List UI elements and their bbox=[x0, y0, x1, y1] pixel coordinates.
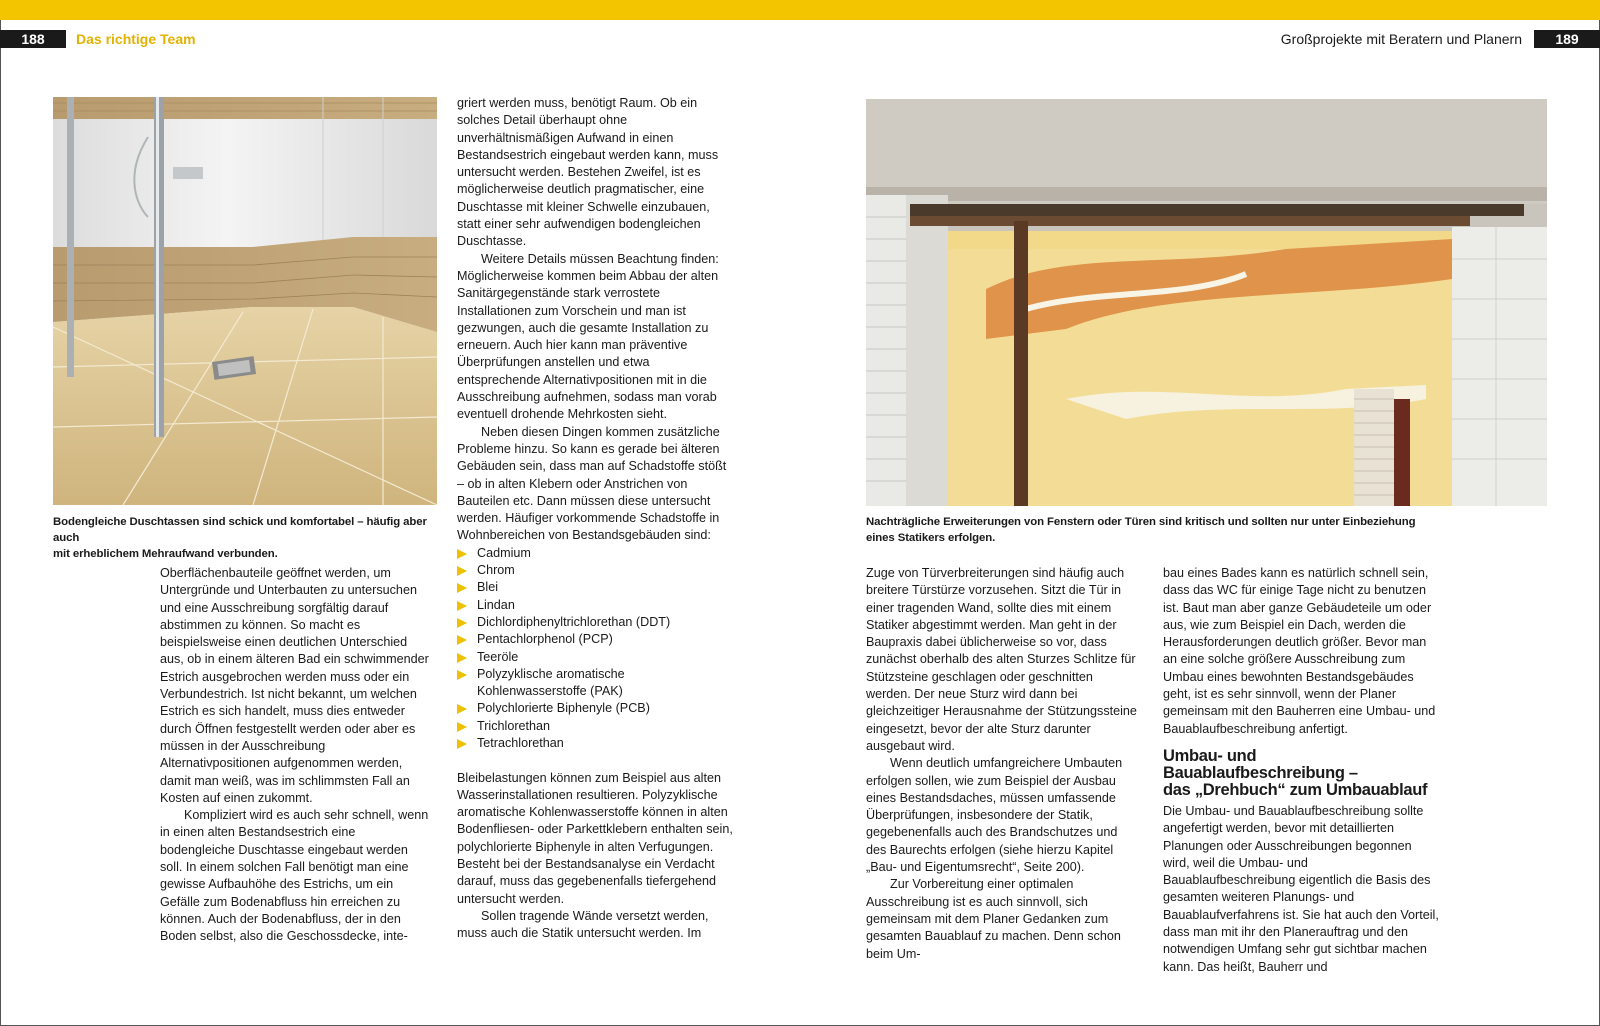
list-item-text: Teeröle bbox=[477, 649, 519, 664]
top-accent-bar bbox=[0, 0, 1600, 20]
caption-line: eines Statikers erfolgen. bbox=[866, 532, 996, 544]
paragraph: Neben diesen Dingen kommen zusätzliche Probleme hinzu. So kann es gerade bei älteren Gebäuden sein, dass man auf Schadstoffe stößt – ob in alten Klebern oder Anstrichen von Bauteilen etc. Dann müssen diese untersucht werden. Häufiger vorkommende Schadstoffe in Wohnbereichen von Bestandsgebäuden sind: bbox=[457, 424, 727, 543]
paragraph: Bleibelastungen können zum Beispiel aus alten Wasserinstallationen resultieren. Polyzyklische aromatische Kohlenwasserstoffe können in alten Bodenfliesen- oder Parkettklebern enthalten sein, polychlorierte Biphenyle in alten Verfugungen. Besteht bei der Bestandsanalyse ein Verdacht darauf, muss das gegebenenfalls tiefergehend untersucht werden. bbox=[457, 770, 733, 906]
left-page-number: 188 bbox=[0, 30, 66, 48]
list-item bbox=[457, 631, 733, 648]
bullet-triangle-icon bbox=[457, 739, 467, 749]
list-item bbox=[457, 614, 733, 631]
door-lintel-photo bbox=[866, 99, 1547, 506]
list-item-text: Tetrachlorethan bbox=[477, 735, 564, 750]
list-item bbox=[457, 562, 733, 579]
right-running-head: Großprojekte mit Beratern und Planern bbox=[1280, 31, 1522, 47]
heading-line: Umbau- und Bauablaufbeschreibung – bbox=[1163, 746, 1358, 782]
caption-line: Nachträgliche Erweiterungen von Fenstern oder Türen sind kritisch und sollten nur unter Einbeziehung bbox=[866, 516, 1416, 528]
bullet-triangle-icon bbox=[457, 722, 467, 732]
shower-floor-photo bbox=[53, 97, 437, 505]
list-item bbox=[457, 579, 733, 596]
list-item-text: Blei bbox=[477, 580, 498, 595]
section-heading bbox=[1163, 748, 1439, 799]
paragraph: Zur Vorbereitung einer optimalen Ausschreibung ist es auch sinnvoll, sich gemeinsam mit dem Planer Gedanken zum gesamten Bauablauf zu machen. Denn schon beim Um- bbox=[866, 877, 1121, 961]
paragraph: Kompliziert wird es auch sehr schnell, wenn in einen alten Bestandsestrich eine bodengleiche Duschtasse eingebaut werden soll. In einem solchen Fall benötigt man eine gewisse Aufbauhöhe des Estrichs, um ein Gefälle zum Bodenabfluss hin erreichen zu können. Auch der Bodenabfluss, der in den Boden selbst, also die Geschossdecke, inte- bbox=[160, 808, 429, 944]
list-item bbox=[457, 666, 733, 701]
list-item-text: Dichlordiphenyltrichlorethan (DDT) bbox=[477, 614, 671, 629]
spacer bbox=[457, 752, 733, 769]
list-item-text: Polychlorierte Biphenyle (PCB) bbox=[477, 701, 650, 716]
list-item bbox=[457, 649, 733, 666]
left-column-2 bbox=[457, 95, 733, 943]
paragraph: Oberflächenbauteile geöffnet werden, um Untergründe und Unterbauten zu untersuchen und eine Ausschreibung sorgfältig darauf abstimmen zu können. So macht es beispielsweise einen deutlichen Unterschied aus, ob in einem älteren Bad ein schwimmender Estrich ausgebrochen werden muss oder ein Verbundestrich. Ist nicht bekannt, um welchen Estrich es sich handelt, muss dies entweder durch Öffnen festgestellt werden oder aber es müssen in der Ausschreibung Alternativpositionen aufgenommen werden, damit man weiß, was im schlimmsten Fall an Kosten auf einen zukommt. bbox=[160, 566, 429, 805]
list-item-text: Polyzyklische aromatische Kohlenwasserstoffe (PAK) bbox=[477, 666, 625, 699]
left-column-1 bbox=[160, 565, 432, 946]
paragraph: griert werden muss, benötigt Raum. Ob ein solches Detail überhaupt ohne unverhältnismäßigen Aufwand in einen Bestandsestrich eingebaut werden kann, muss untersucht werden. Bestehen Zweifel, ist es möglicherweise deutlich pragmatischer, eine Duschtasse mit kleiner Schwelle einzubauen, statt einer sehr aufwendigen bodengleichen Duschtasse. bbox=[457, 96, 719, 249]
bullet-triangle-icon bbox=[457, 653, 467, 663]
bullet-triangle-icon bbox=[457, 601, 467, 611]
paragraph: Wenn deutlich umfangreichere Umbauten erfolgen sollen, wie zum Beispiel der Ausbau eines Bestandsdaches, müssen umfassende Überprüfungen, insbesondere der Statik, gegebenenfalls auch des Brandschutzes und des Baurechts erfolgen (siehe hierzu Kapitel „Bau- und Eigentumsrecht“, Seite 200). bbox=[866, 756, 1123, 875]
bullet-triangle-icon bbox=[457, 670, 467, 680]
paragraph: bau eines Bades kann es natürlich schnell sein, dass das WC für einige Tage nicht zu benutzen ist. Baut man aber ganze Gebäudeteile um oder aus, wie zum Beispiel ein Dach, werden die Herausforderungen deutlich größer. Bevor man an eine solche größere Ausschreibung zum Umbau eines bewohnten Bestandsgebäudes geht, ist es sehr sinnvoll, wenn der Planer gemeinsam mit den Bauherren eine Umbau- und Bauablaufbeschreibung anfertigt. bbox=[1163, 566, 1436, 736]
bullet-triangle-icon bbox=[457, 583, 467, 593]
right-column-2 bbox=[1163, 565, 1439, 976]
left-photo-caption bbox=[53, 514, 453, 562]
paragraph: Weitere Details müssen Beachtung finden: Möglicherweise kommen beim Abbau der alten Sanitärgegenstände stark verrostete Installationen zum Vorschein und man ist gezwungen, auch die gesamte Installation zu erneuern. Auch hier kann man präventive Überprüfungen anstellen und etwa entsprechende Alternativpositionen mit in die Ausschreibung aufnehmen, sodass man vorab eventuell drohende Mehrkosten sieht. bbox=[457, 251, 719, 422]
bullet-triangle-icon bbox=[457, 635, 467, 645]
right-photo-caption bbox=[866, 514, 1426, 546]
caption-line: Bodengleiche Duschtassen sind schick und komfortabel – häufig aber auch bbox=[53, 516, 427, 544]
list-item-text: Trichlorethan bbox=[477, 718, 551, 733]
bullet-triangle-icon bbox=[457, 704, 467, 714]
bullet-triangle-icon bbox=[457, 618, 467, 628]
bullet-triangle-icon bbox=[457, 549, 467, 559]
left-running-head: Das richtige Team bbox=[76, 31, 196, 47]
list-item-text: Chrom bbox=[477, 563, 515, 578]
paragraph: Sollen tragende Wände versetzt werden, muss auch die Statik untersucht werden. Im bbox=[457, 908, 709, 941]
paragraph: Die Umbau- und Bauablaufbeschreibung sollte angefertigt werden, bevor mit detaillierten Planungen oder Ausschreibungen begonnen wird, weil die Umbau- und Bauablaufbeschreibung eigentlich die Basis des gesamten weiteren Planungs- und Bauablaufverfahrens ist. Sie hat auch den Vorteil, dass man mit ihr den Planerauftrag und den notwendigen Umfang sehr gut sichtbar machen kann. Das heißt, Bauherr und bbox=[1163, 803, 1439, 974]
paragraph: Zuge von Türverbreiterungen sind häufig auch breitere Türstürze vorzusehen. Sitzt die Tür in einer tragenden Wand, sollte dies mit einem Statiker abgestimmt werden. Man geht in der Baupraxis dabei üblicherweise so vor, dass zunächst oberhalb des alten Sturzes Schlitze für Stützsteine geschlagen oder geschnitten werden. Der neue Sturz wird dann bei gleichzeitiger Herausnahme der Stützungssteine eingesetzt, bevor der alte Sturz darunter ausgebaut wird. bbox=[866, 566, 1137, 753]
list-item bbox=[457, 597, 733, 614]
list-item-text: Lindan bbox=[477, 597, 515, 612]
heading-line: das „Drehbuch“ zum Umbauablauf bbox=[1163, 780, 1428, 799]
list-item bbox=[457, 545, 733, 562]
right-page-number: 189 bbox=[1534, 30, 1600, 48]
bullet-triangle-icon bbox=[457, 566, 467, 576]
pollutant-list bbox=[457, 545, 733, 753]
list-item bbox=[457, 735, 733, 752]
caption-line: mit erheblichem Mehraufwand verbunden. bbox=[53, 548, 278, 560]
list-item-text: Cadmium bbox=[477, 545, 531, 560]
list-item bbox=[457, 718, 733, 735]
right-column-1 bbox=[866, 565, 1138, 963]
list-item bbox=[457, 700, 733, 717]
list-item-text: Pentachlorphenol (PCP) bbox=[477, 632, 613, 647]
